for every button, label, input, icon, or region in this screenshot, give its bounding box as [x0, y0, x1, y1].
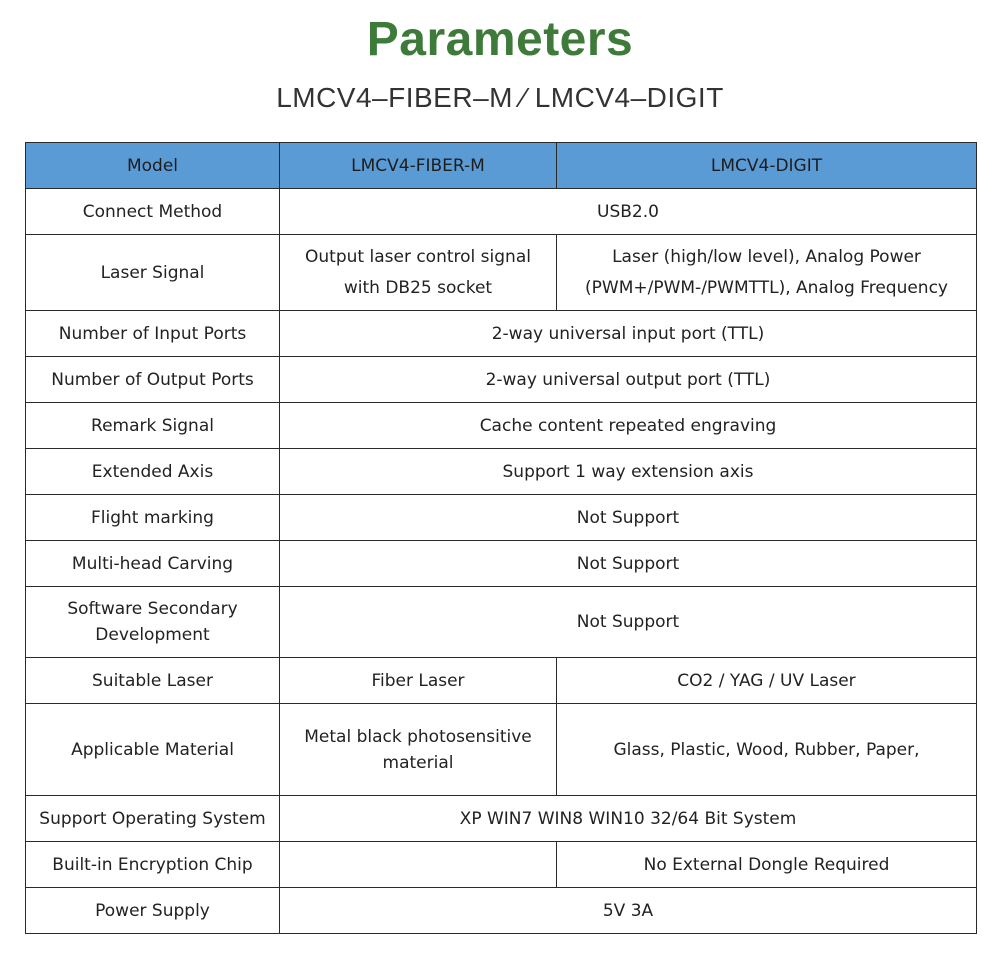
- row-label: Number of Input Ports: [26, 311, 280, 357]
- table-row: [26, 587, 977, 658]
- row-label: Number of Output Ports: [26, 357, 280, 403]
- table-row: [26, 357, 977, 403]
- row-value-digit: Laser (high/low level), Analog Power (PWM+/PWM-/PWMTTL), Analog Frequency: [557, 235, 977, 311]
- header-digit: LMCV4-DIGIT: [557, 143, 977, 189]
- row-value: USB2.0: [280, 189, 977, 235]
- row-label: Built-in Encryption Chip: [26, 842, 280, 888]
- header-model: Model: [26, 143, 280, 189]
- row-value: Not Support: [280, 495, 977, 541]
- table-header-row: [26, 143, 977, 189]
- table-row: [26, 449, 977, 495]
- table-row: [26, 704, 977, 796]
- row-label: Connect Method: [26, 189, 280, 235]
- page-title: Parameters: [366, 13, 634, 66]
- row-value-fiber: Fiber Laser: [280, 658, 557, 704]
- table-row: [26, 842, 977, 888]
- row-value: 5V 3A: [280, 888, 977, 934]
- row-value: 2-way universal output port (TTL): [280, 357, 977, 403]
- row-label: Suitable Laser: [26, 658, 280, 704]
- row-value: Not Support: [280, 541, 977, 587]
- row-value-digit: No External Dongle Required: [557, 842, 977, 888]
- row-value: Not Support: [280, 587, 977, 658]
- row-label: Multi-head Carving: [26, 541, 280, 587]
- table-row: [26, 403, 977, 449]
- table-row: [26, 495, 977, 541]
- row-value: 2-way universal input port (TTL): [280, 311, 977, 357]
- row-label: Software Secondary Development: [26, 587, 280, 658]
- row-value-fiber: [280, 842, 557, 888]
- row-label: Flight marking: [26, 495, 280, 541]
- page-subtitle: LMCV4–FIBER–M ⁄ LMCV4–DIGIT: [276, 82, 724, 113]
- row-label: Power Supply: [26, 888, 280, 934]
- row-label: Support Operating System: [26, 796, 280, 842]
- row-value-fiber: Output laser control signal with DB25 socket: [280, 235, 557, 311]
- table-row: [26, 888, 977, 934]
- row-value: Support 1 way extension axis: [280, 449, 977, 495]
- row-value: XP WIN7 WIN8 WIN10 32/64 Bit System: [280, 796, 977, 842]
- row-label: Remark Signal: [26, 403, 280, 449]
- row-label: Extended Axis: [26, 449, 280, 495]
- table-row: [26, 541, 977, 587]
- table-row: [26, 796, 977, 842]
- row-label: Applicable Material: [26, 704, 280, 796]
- row-label: Laser Signal: [26, 235, 280, 311]
- row-value-fiber: Metal black photosensitive material: [280, 704, 557, 796]
- table-row: [26, 235, 977, 311]
- header-fiber: LMCV4-FIBER-M: [280, 143, 557, 189]
- row-value-digit: CO2 / YAG / UV Laser: [557, 658, 977, 704]
- table-row: [26, 658, 977, 704]
- table-row: [26, 189, 977, 235]
- table-row: [26, 311, 977, 357]
- parameters-table: [25, 142, 977, 934]
- row-value-digit: Glass, Plastic, Wood, Rubber, Paper,: [557, 704, 977, 796]
- row-value: Cache content repeated engraving: [280, 403, 977, 449]
